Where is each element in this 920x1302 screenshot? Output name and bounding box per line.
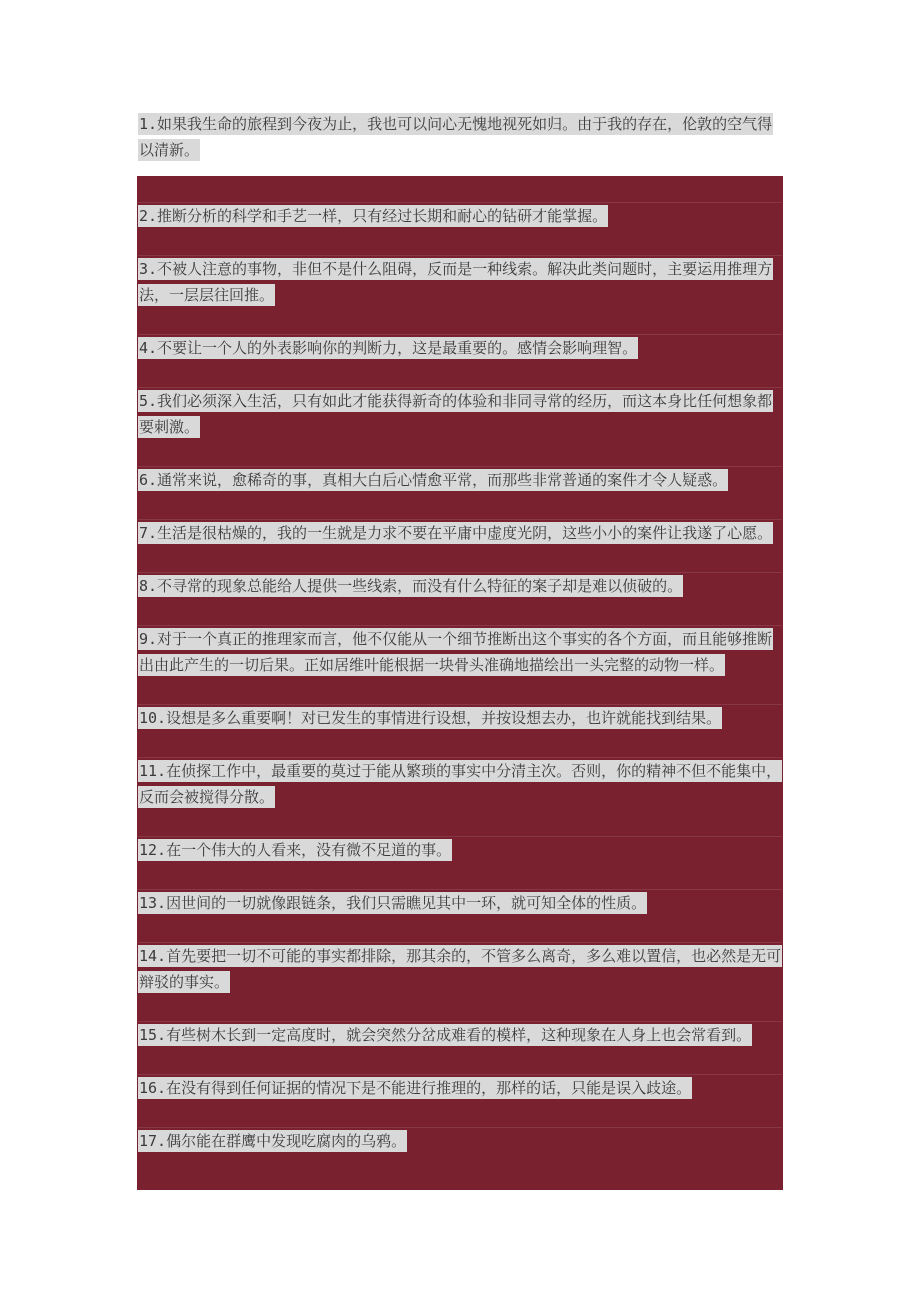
quote-text: 17.偶尔能在群鹰中发现吃腐肉的乌鸦。 <box>139 1132 407 1150</box>
quote-text: 15.有些树木长到一定高度时，就会突然分岔成难看的模样，这种现象在人身上也会常看到。 <box>139 1026 752 1044</box>
quote-item-2 <box>138 202 782 229</box>
quote-item-5 <box>138 387 782 440</box>
quote-text: 11.在侦探工作中，最重要的莫过于能从繁琐的事实中分清主次。否则，你的精神不但不能集中，反而会被搅得分散。 <box>139 762 782 806</box>
quote-item-13 <box>138 889 782 916</box>
quote-item-1 <box>138 111 778 163</box>
quote-item-14 <box>138 942 782 995</box>
quote-item-17 <box>138 1127 782 1154</box>
quote-text: 14.首先要把一切不可能的事实都排除，那其余的，不管多么离奇，多么难以置信，也必然是无可辩驳的事实。 <box>139 947 782 991</box>
quote-item-15 <box>138 1021 782 1048</box>
quote-text: 7.生活是很枯燥的，我的一生就是力求不要在平庸中虚度光阴，这些小小的案件让我遂了心愿。 <box>139 524 773 542</box>
quote-item-12 <box>138 836 782 863</box>
quote-text: 16.在没有得到任何证据的情况下是不能进行推理的，那样的话，只能是误入歧途。 <box>139 1079 692 1097</box>
quote-text: 12.在一个伟大的人看来，没有微不足道的事。 <box>139 841 452 859</box>
quote-item-16 <box>138 1074 782 1101</box>
quote-text: 4.不要让一个人的外表影响你的判断力，这是最重要的。感情会影响理智。 <box>139 339 638 357</box>
quote-text: 5.我们必须深入生活，只有如此才能获得新奇的体验和非同寻常的经历，而这本身比任何想象都要刺激。 <box>139 392 773 436</box>
quote-text: 10.设想是多么重要啊！对已发生的事情进行设想，并按设想去办，也许就能找到结果。 <box>139 709 722 727</box>
quote-text: 3.不被人注意的事物，非但不是什么阻碍，反而是一种线索。解决此类问题时，主要运用推理方法，一层层往回推。 <box>139 260 773 304</box>
quote-item-9 <box>138 625 782 678</box>
quote-text: 8.不寻常的现象总能给人提供一些线索，而没有什么特征的案子却是难以侦破的。 <box>139 577 683 595</box>
quote-item-8 <box>138 572 782 599</box>
quote-item-4 <box>138 334 782 361</box>
quotes-list <box>138 176 782 1154</box>
quote-text: 13.因世间的一切就像跟链条，我们只需瞧见其中一环，就可知全体的性质。 <box>139 894 647 912</box>
quote-item-11 <box>138 757 782 810</box>
quote-text: 2.推断分析的科学和手艺一样，只有经过长期和耐心的钻研才能掌握。 <box>139 207 608 225</box>
quote-text: 9.对于一个真正的推理家而言，他不仅能从一个细节推断出这个事实的各个方面，而且能够推断出由此产生的一切后果。正如居维叶能根据一块骨头准确地描绘出一头完整的动物一样。 <box>139 630 773 674</box>
quote-item-10 <box>138 704 782 731</box>
quote-item-7 <box>138 519 782 546</box>
quote-text: 6.通常来说，愈稀奇的事，真相大白后心情愈平常，而那些非常普通的案件才令人疑惑。 <box>139 471 728 489</box>
quote-item-3 <box>138 255 782 308</box>
quote-item-6 <box>138 466 782 493</box>
quote-text: 1.如果我生命的旅程到今夜为止，我也可以问心无愧地视死如归。由于我的存在，伦敦的空气得以清新。 <box>139 115 773 159</box>
